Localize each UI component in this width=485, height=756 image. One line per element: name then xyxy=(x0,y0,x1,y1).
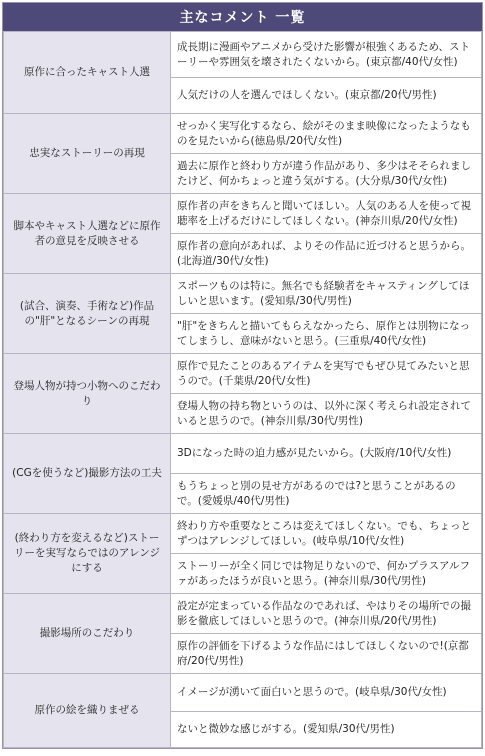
category-label: 撮影場所のこだわり xyxy=(4,594,171,674)
comment-text: もうちょっと別の見せ方があるのでは?と思うことがあるので。(愛媛県/40代/男性) xyxy=(171,474,482,514)
category-label: 登場人物が持つ小物へのこだわり xyxy=(4,354,171,434)
comment-text: 人気だけの人を選んでほしくない。(東京都/20代/男性) xyxy=(171,78,482,114)
table-row xyxy=(4,674,482,712)
table-row xyxy=(4,274,482,314)
comment-text: 過去に原作と終わり方が違う作品があり、多少はそそられましたけど、何かちょっと違う気がする。(大分県/30代/女性) xyxy=(171,154,482,194)
comment-text: 原作者の声をきちんと聞いてほしい。人気のある人を使って視聴率を上げるだけにしてほしくない。(神奈川県/20代/女性) xyxy=(171,194,482,234)
table-row xyxy=(4,354,482,394)
comment-table xyxy=(3,31,482,748)
comment-text: 設定が定まっている作品なのであれば、やはりその場所での撮影を徹底してほしいと思うので。(神奈川県/20代/男性) xyxy=(171,594,482,634)
category-label: 原作に合ったキャスト人選 xyxy=(4,32,171,114)
category-label: 原作の絵を織りまぜる xyxy=(4,674,171,748)
table-row xyxy=(4,434,482,474)
comment-text: ないと微妙な感じがする。(愛知県/30代/男性) xyxy=(171,712,482,748)
table-row xyxy=(4,194,482,234)
table-row xyxy=(4,32,482,78)
comment-text: スポーツものは特に。無名でも経験者をキャスティングしてほしいと思います。(愛知県/30代/男性) xyxy=(171,274,482,314)
category-label: (終わり方を変えるなど)ストーリーを実写ならではのアレンジにする xyxy=(4,514,171,594)
comment-table-body xyxy=(4,32,482,748)
comment-text: 原作の評価を下げるような作品にはしてほしくないので!(京都府/20代/男性) xyxy=(171,634,482,674)
category-label: 脚本やキャスト人選などに原作者の意見を反映させる xyxy=(4,194,171,274)
table-row xyxy=(4,594,482,634)
comment-text: ストーリーが全く同じでは物足りないので、何かプラスアルファがあったほうが良いと思う。(神奈川県/30代/男性) xyxy=(171,554,482,594)
comment-text: 3Dになった時の迫力感が見たいから。(大阪府/10代/女性) xyxy=(171,434,482,474)
comment-text: イメージが湧いて面白いと思うので。(岐阜県/30代/女性) xyxy=(171,674,482,712)
comment-text: "肝"をきちんと描いてもらえなかったら、原作とは別物になってしまうし、意味がないと思う。(三重県/40代/女性) xyxy=(171,314,482,354)
table-row xyxy=(4,114,482,154)
panel-title: 主なコメント 一覧 xyxy=(3,3,482,31)
category-label: 忠実なストーリーの再現 xyxy=(4,114,171,194)
table-row xyxy=(4,514,482,554)
comment-list-panel xyxy=(2,2,483,749)
comment-text: 成長期に漫画やアニメから受けた影響が根強くあるため、ストーリーや雰囲気を壊されたくないから。(東京都/40代/女性) xyxy=(171,32,482,78)
comment-text: 原作で見たことのあるアイテムを実写でもぜひ見てみたいと思うので。(千葉県/20代/女性) xyxy=(171,354,482,394)
comment-text: せっかく実写化するなら、絵がそのまま映像になったようなものを見たいから(徳島県/20代/女性) xyxy=(171,114,482,154)
comment-text: 終わり方や重要なところは変えてほしくない。でも、ちょっとずつはアレンジしてほしい。(岐阜県/10代/女性) xyxy=(171,514,482,554)
category-label: (CGを使うなど)撮影方法の工夫 xyxy=(4,434,171,514)
category-label: (試合、演奏、手術など)作品の"肝"となるシーンの再現 xyxy=(4,274,171,354)
comment-text: 原作者の意向があれば、よりその作品に近づけると思うから。(北海道/30代/女性) xyxy=(171,234,482,274)
comment-text: 登場人物の持ち物というのは、以外に深く考えられ設定されていると思うので。(神奈川県/30代/男性) xyxy=(171,394,482,434)
